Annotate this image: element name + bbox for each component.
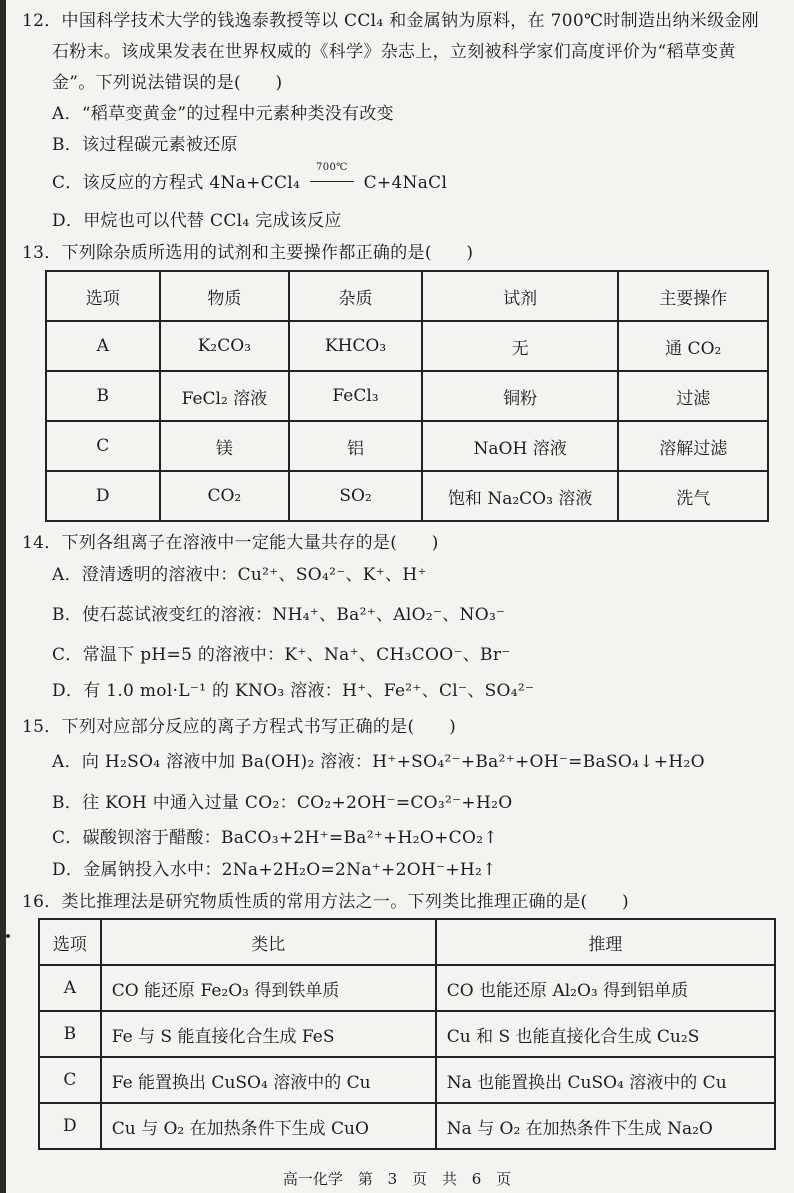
q12-option-c-lhs: C．该反应的方程式 4Na+CCl₄ [52,173,301,193]
q15-option-b: B．往 KOH 中通入过量 CO₂：CO₂+2OH⁻=CO₃²⁻+H₂O [52,793,513,813]
q16-cell: Na 也能置换出 CuSO₄ 溶液中的 Cu [436,1057,775,1103]
q13-cell: 镁 [160,421,290,471]
q13-cell: 溶解过滤 [618,421,768,471]
table-row [39,1057,775,1103]
q13-cell: SO₂ [289,471,422,521]
q14-option-a: A．澄清透明的溶液中：Cu²⁺、SO₄²⁻、K⁺、H⁺ [52,565,427,585]
q13-header-cell: 物质 [160,271,290,321]
q13-cell: B [46,371,160,421]
table-row [39,965,775,1011]
q16-cell: A [39,965,101,1011]
table-row [46,321,768,371]
q16-cell: Cu 与 O₂ 在加热条件下生成 CuO [101,1103,436,1149]
q13-cell: C [46,421,160,471]
q13-cell: 无 [422,321,619,371]
q13-cell: FeCl₃ [289,371,422,421]
q13-cell: 铜粉 [422,371,619,421]
q13-cell: KHCO₃ [289,321,422,371]
q13-cell: NaOH 溶液 [422,421,619,471]
q13-header-cell: 杂质 [289,271,422,321]
q15-option-a: A．向 H₂SO₄ 溶液中加 Ba(OH)₂ 溶液：H⁺+SO₄²⁻+Ba²⁺+OH⁻=BaSO₄↓+H₂O [52,752,705,772]
q12-option-a: A．“稻草变黄金”的过程中元素种类没有改变 [52,104,394,124]
page-footer: 高一化学 第 3 页 共 6 页 [282,1170,512,1188]
q13-header-cell: 试剂 [422,271,619,321]
q14-stem: 14．下列各组离子在溶液中一定能大量共存的是( ) [22,533,439,553]
q16-cell: Na 与 O₂ 在加热条件下生成 Na₂O [436,1103,775,1149]
q13-cell: D [46,471,160,521]
scan-dot [6,934,10,938]
q13-stem: 13．下列除杂质所选用的试剂和主要操作都正确的是( ) [22,243,474,263]
q16-stem: 16．类比推理法是研究物质性质的常用方法之一。下列类比推理正确的是( ) [22,892,629,912]
q16-header-cell: 推理 [436,919,775,965]
q13-cell: 饱和 Na₂CO₃ 溶液 [422,471,619,521]
q16-header-cell: 选项 [39,919,101,965]
q12-reaction-arrow [310,162,354,194]
q13-cell: 过滤 [618,371,768,421]
q15-option-c: C．碳酸钡溶于醋酸：BaCO₃+2H⁺=Ba²⁺+H₂O+CO₂↑ [52,828,498,848]
table-row [46,471,768,521]
q13-table [45,270,769,522]
q16-cell: CO 也能还原 Al₂O₃ 得到铝单质 [436,965,775,1011]
q13-header-row [46,271,768,321]
q13-cell: 洗气 [618,471,768,521]
q16-header-row [39,919,775,965]
q16-cell: D [39,1103,101,1149]
q14-option-b: B．使石蕊试液变红的溶液：NH₄⁺、Ba²⁺、AlO₂⁻、NO₃⁻ [52,605,506,625]
q13-header-cell: 主要操作 [618,271,768,321]
q15-option-d: D．金属钠投入水中：2Na+2H₂O=2Na⁺+2OH⁻+H₂↑ [52,860,497,880]
q12-line3: 金”。下列说法错误的是( ) [52,73,283,93]
q15-stem: 15．下列对应部分反应的离子方程式书写正确的是( ) [22,717,456,737]
q13-header-cell: 选项 [46,271,160,321]
q12-option-d: D．甲烷也可以代替 CCl₄ 完成该反应 [52,211,342,231]
table-row [46,371,768,421]
q13-cell: A [46,321,160,371]
scan-edge [0,0,6,1193]
q12-option-c [52,162,448,194]
table-row [46,421,768,471]
q12-reaction-condition: 700℃ [316,162,348,173]
q16-cell: C [39,1057,101,1103]
q13-cell: K₂CO₃ [160,321,290,371]
q16-cell: Fe 能置换出 CuSO₄ 溶液中的 Cu [101,1057,436,1103]
q13-cell: 铝 [289,421,422,471]
q13-cell: CO₂ [160,471,290,521]
q16-cell: B [39,1011,101,1057]
q12-line2: 石粉末。该成果发表在世界权威的《科学》杂志上，立刻被科学家们高度评价为“稻草变黄 [52,42,736,62]
q16-cell: CO 能还原 Fe₂O₃ 得到铁单质 [101,965,436,1011]
q13-cell: FeCl₂ 溶液 [160,371,290,421]
q16-cell: Fe 与 S 能直接化合生成 FeS [101,1011,436,1057]
q12-option-b: B．该过程碳元素被还原 [52,135,238,155]
table-row [39,1011,775,1057]
table-row [39,1103,775,1149]
q14-option-c: C．常温下 pH=5 的溶液中：K⁺、Na⁺、CH₃COO⁻、Br⁻ [52,645,511,665]
q14-option-d: D．有 1.0 mol·L⁻¹ 的 KNO₃ 溶液：H⁺、Fe²⁺、Cl⁻、SO₄²⁻ [52,681,535,701]
q12-line1: 12．中国科学技术大学的钱逸泰教授等以 CCl₄ 和金属钠为原料，在 700℃时制造出纳米级金刚 [22,11,759,31]
q16-cell: Cu 和 S 也能直接化合生成 Cu₂S [436,1011,775,1057]
q13-cell: 通 CO₂ [618,321,768,371]
q16-header-cell: 类比 [101,919,436,965]
q12-option-c-rhs: C+4NaCl [363,173,448,193]
q16-table [38,918,776,1150]
